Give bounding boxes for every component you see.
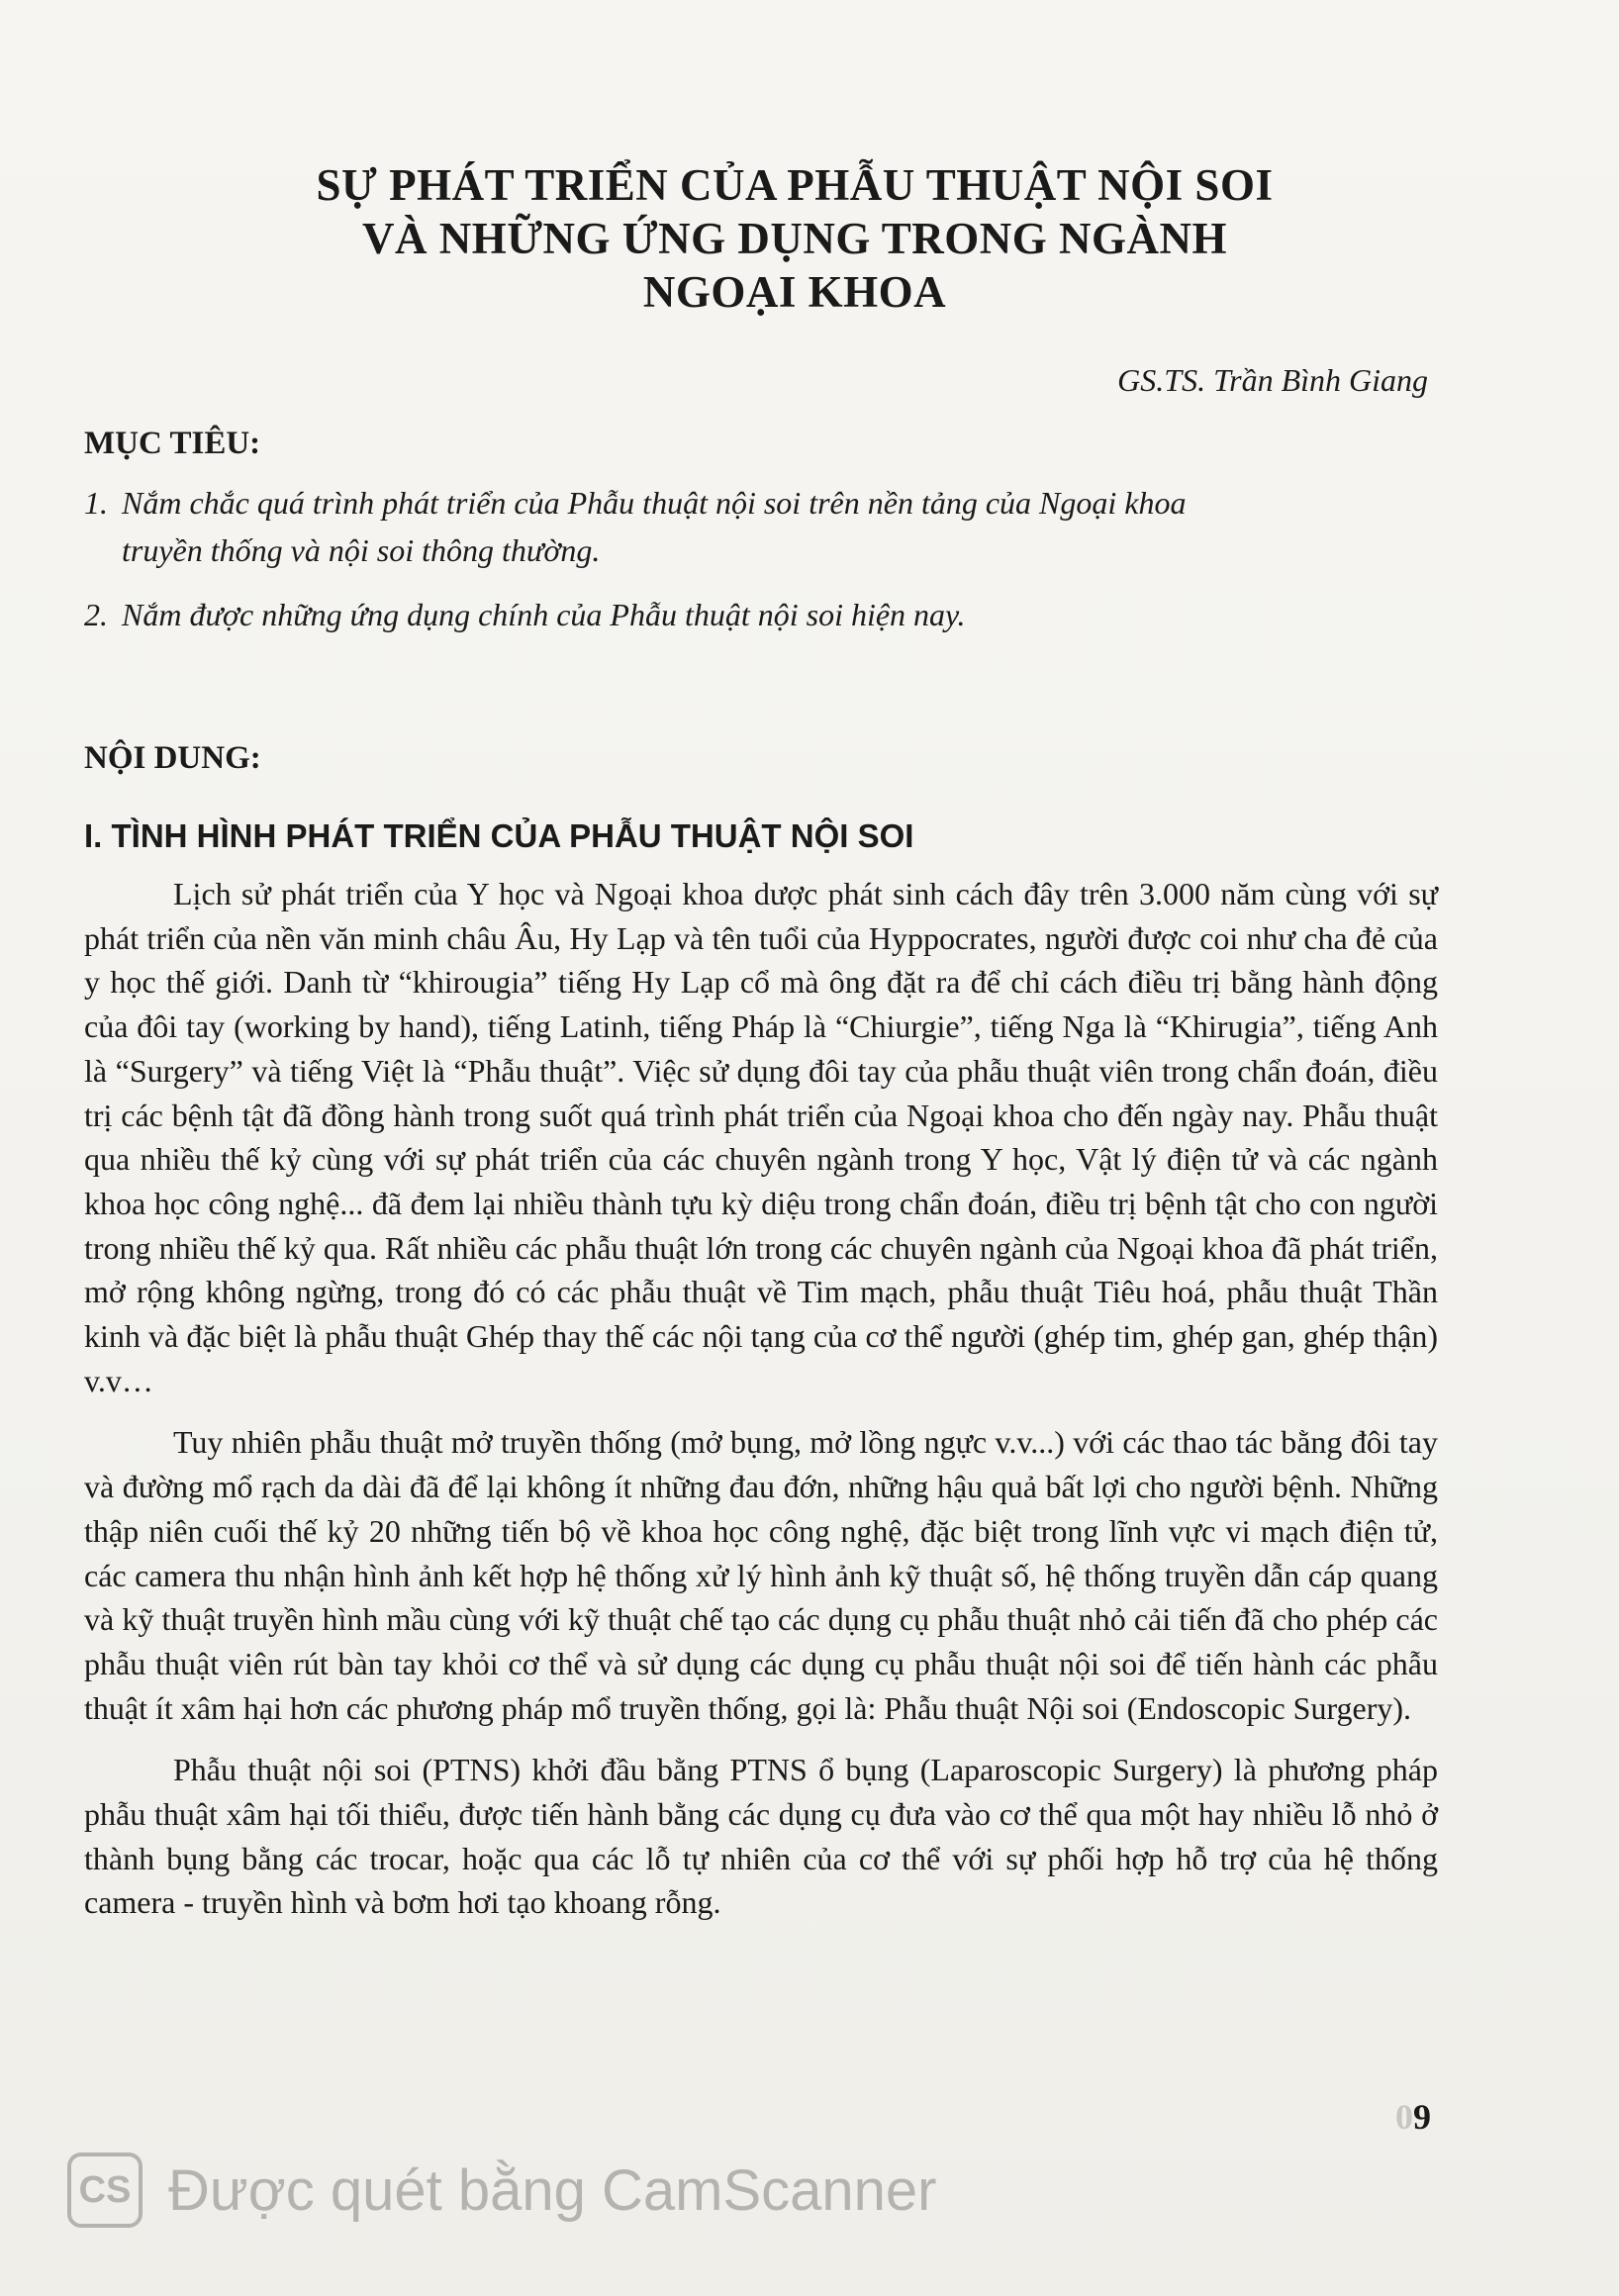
watermark-text: Được quét bằng CamScanner xyxy=(168,2157,937,2223)
paragraph: Tuy nhiên phẫu thuật mở truyền thống (mở bụng, mở lồng ngực v.v...) với các thao tác bằng đôi tay và đường mổ rạch da dài đã để lại không ít những đau đớn, những hậu quả bất lợi cho người bệnh. Những thập niên cuối thế kỷ 20 những tiến bộ về khoa học công nghệ, đặc biệt trong lĩnh vực vi mạch điện tử, các camera thu nhận hình ảnh kết hợp hệ thống xử lý hình ảnh kỹ thuật số, hệ thống truyền dẫn cáp quang và kỹ thuật truyền hình mầu cùng với kỹ thuật chế tạo các dụng cụ phẫu thuật nhỏ cải tiến đã cho phép các phẫu thuật viên rút bàn tay khỏi cơ thể và sử dụng các dụng cụ phẫu thuật nội soi để tiến hành các phẫu thuật ít xâm hại hơn các phương pháp mổ truyền thống, gọi là: Phẫu thuật Nội soi (Endoscopic Surgery). xyxy=(84,1424,1438,1726)
title-line-2: VÀ NHỮNG ỨNG DỤNG TRONG NGÀNH xyxy=(361,214,1228,263)
objective-number: 1. xyxy=(84,485,108,521)
title-line-1: SỰ PHÁT TRIỂN CỦA PHẪU THUẬT NỘI SOI xyxy=(316,160,1274,210)
body-text xyxy=(84,872,1438,1925)
objective-item-2 xyxy=(84,591,1470,638)
page-number xyxy=(1395,2096,1431,2138)
camscanner-logo-icon: CS xyxy=(67,2152,143,2228)
content-heading: NỘI DUNG: xyxy=(84,740,261,776)
objective-text-line-2: truyền thống và nội soi thông thường. xyxy=(122,532,601,568)
scanner-watermark xyxy=(67,2146,937,2235)
objective-item-1 xyxy=(84,479,1470,574)
document-title xyxy=(148,158,1441,319)
objectives-heading: MỤC TIÊU: xyxy=(84,426,261,461)
page-number-faint: 0 xyxy=(1395,2097,1413,2137)
paragraph: Lịch sử phát triển của Y học và Ngoại khoa dược phát sinh cách đây trên 3.000 năm cùng với sự phát triển của nền văn minh châu Âu, Hy Lạp và tên tuổi của Hyppocrates, người được coi như cha đẻ của y học thế giới. Danh từ “khirougia” tiếng Hy Lạp cổ mà ông đặt ra để chỉ cách điều trị bằng hành động của đôi tay (working by hand), tiếng Latinh, tiếng Pháp là “Chiurgie”, tiếng Nga là “Khirugia”, tiếng Anh là “Surgery” và tiếng Việt là “Phẫu thuật”. Việc sử dụng đôi tay của phẫu thuật viên trong chẩn đoán, điều trị các bệnh tật đã đồng hành trong suốt quá trình phát triển của Ngoại khoa cho đến ngày nay. Phẫu thuật qua nhiều thế kỷ cùng với sự phát triển của các chuyên ngành trong Y học, Vật lý điện tử và các ngành khoa học công nghệ... đã đem lại nhiều thành tựu kỳ diệu trong chẩn đoán, điều trị bệnh tật cho con người trong nhiều thế kỷ qua. Rất nhiều các phẫu thuật lớn trong các chuyên ngành của Ngoại khoa đã phát triển, mở rộng không ngừng, trong đó có các phẫu thuật về Tim mạch, phẫu thuật Tiêu hoá, phẫu thuật Thần kinh và đặc biệt là phẫu thuật Ghép thay thế các nội tạng của cơ thể người (ghép tim, ghép gan, ghép thận) v.v… xyxy=(84,876,1438,1398)
objective-text-line-1: Nắm được những ứng dụng chính của Phẫu thuật nội soi hiện nay. xyxy=(122,597,966,632)
section-heading: I. TÌNH HÌNH PHÁT TRIỂN CỦA PHẪU THUẬT NỘI SOI xyxy=(84,817,914,854)
objective-number: 2. xyxy=(84,597,108,632)
page-number-main: 9 xyxy=(1413,2097,1431,2137)
objective-text-line-1: Nắm chắc quá trình phát triển của Phẫu thuật nội soi trên nền tảng của Ngoại khoa xyxy=(122,485,1187,521)
paragraph: Phẫu thuật nội soi (PTNS) khởi đầu bằng PTNS ổ bụng (Laparoscopic Surgery) là phương pháp phẫu thuật xâm hại tối thiểu, được tiến hành bằng các dụng cụ đưa vào cơ thể qua một hay nhiều lỗ nhỏ ở thành bụng bằng các trocar, hoặc qua các lỗ tự nhiên của cơ thể với sự phối hợp hỗ trợ của hệ thống camera - truyền hình và bơm hơi tạo khoang rỗng. xyxy=(84,1752,1438,1921)
author: GS.TS. Trần Bình Giang xyxy=(1117,362,1428,398)
title-line-3: NGOẠI KHOA xyxy=(642,267,947,317)
